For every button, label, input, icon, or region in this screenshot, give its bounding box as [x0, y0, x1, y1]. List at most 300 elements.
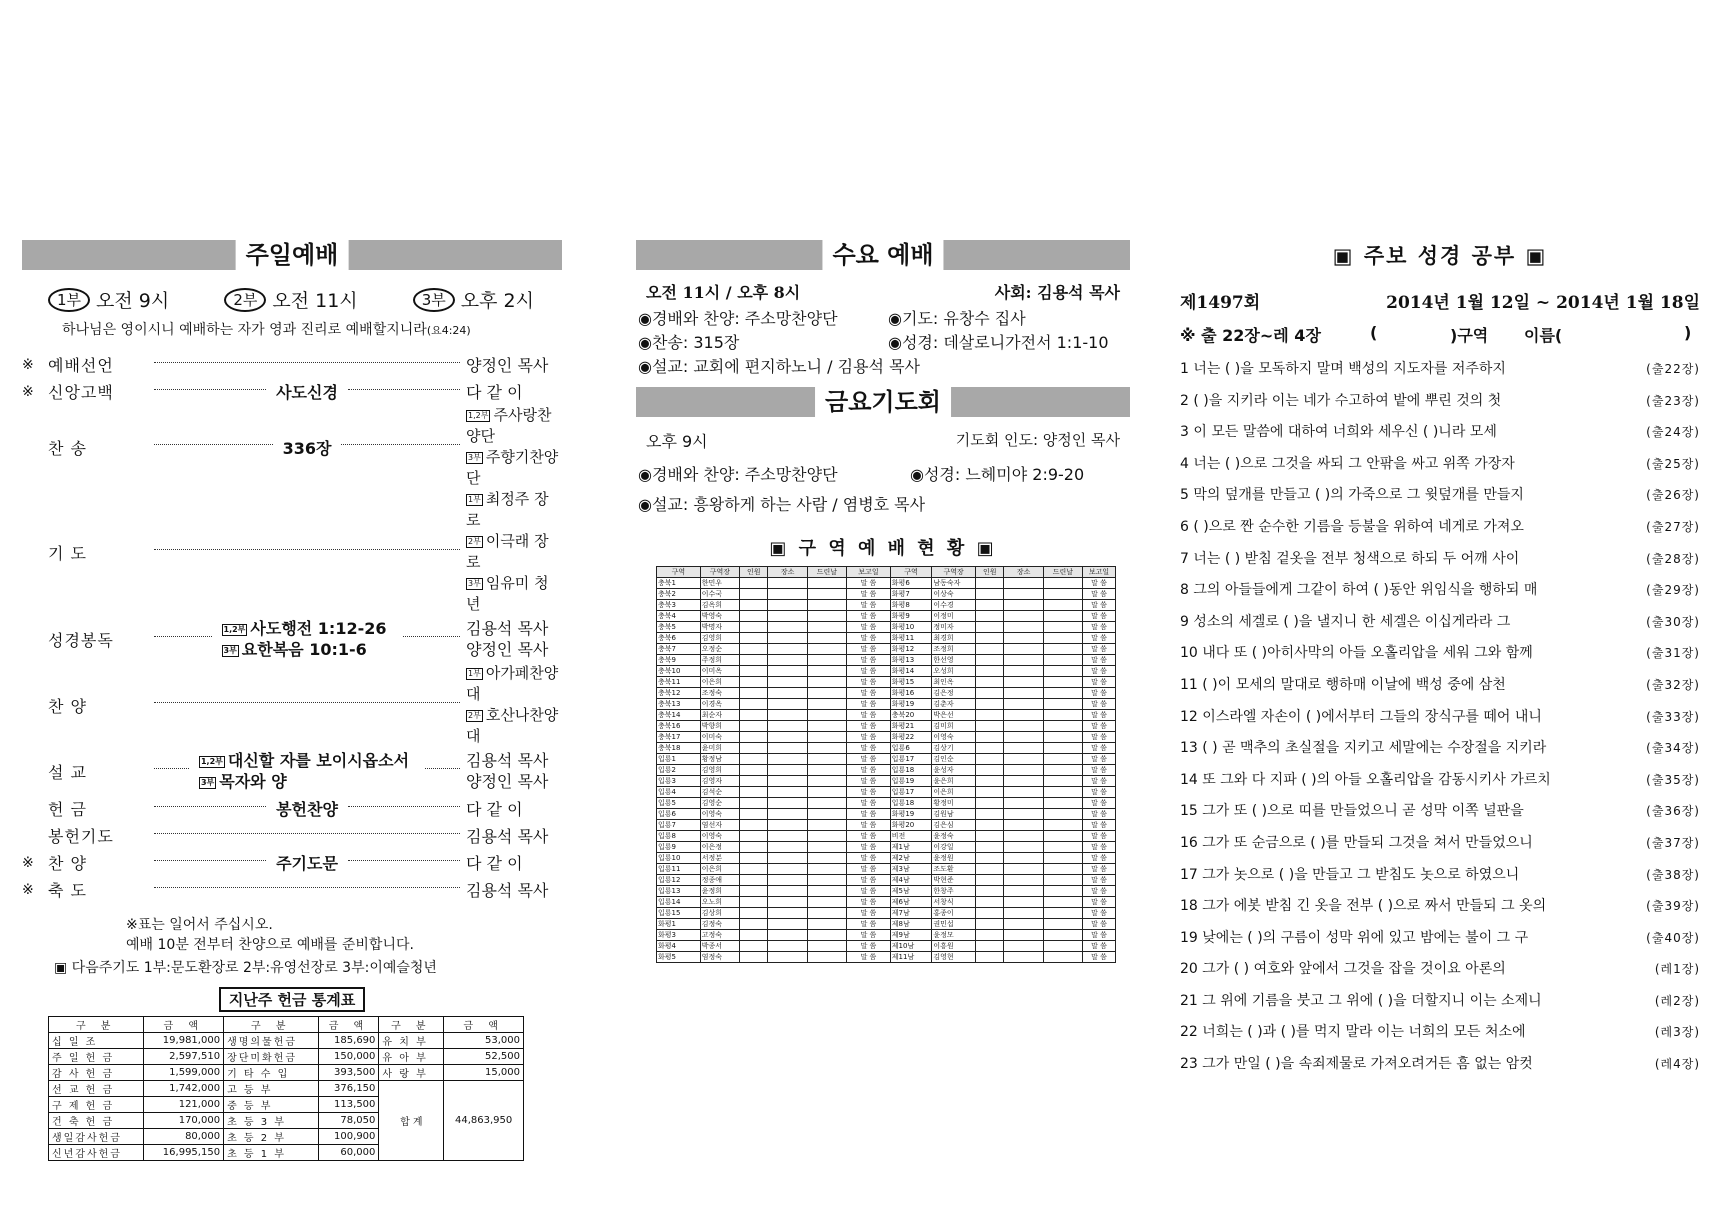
district-date [1043, 721, 1082, 732]
district-leader: 이상숙 [932, 589, 976, 600]
order-right [466, 705, 562, 747]
district-report: 말 씀 [1083, 765, 1116, 776]
district-date [807, 666, 846, 677]
question-ref: (출36장) [1646, 804, 1700, 819]
district-count [976, 930, 1004, 941]
district-count [976, 831, 1004, 842]
order-label: 봉헌기도 [48, 827, 114, 846]
district-report: 말 씀 [1083, 864, 1116, 875]
district-leader: 오노희 [700, 897, 739, 908]
district-date [1043, 765, 1082, 776]
service-tag: 3부 [223, 645, 237, 655]
district-report: 말 씀 [847, 732, 891, 743]
order-right: 양정인 목사 [466, 356, 549, 375]
district-header-row [657, 567, 1116, 578]
district-date [1043, 754, 1082, 765]
district-date [1043, 908, 1082, 919]
order-row [22, 822, 562, 849]
weekday-section [636, 240, 1130, 963]
district-name: 충북10 [657, 666, 701, 677]
district-leader: 홍종이 [932, 908, 976, 919]
district-name: 입룡15 [657, 908, 701, 919]
district-place [1004, 644, 1043, 655]
time-1 [48, 286, 169, 313]
district-name: 화평6 [890, 578, 932, 589]
offering-cell: 생명의물헌금 [224, 1033, 319, 1049]
district-count [976, 952, 1004, 963]
district-name: 화평20 [890, 820, 932, 831]
study-question [1180, 986, 1700, 1018]
district-row [657, 666, 1116, 677]
study-question [1180, 480, 1700, 512]
district-report: 말 씀 [1083, 853, 1116, 864]
district-count [740, 930, 768, 941]
name-blank-close: ) [1684, 323, 1692, 342]
district-name: 입룡14 [657, 897, 701, 908]
district-count [976, 644, 1004, 655]
district-count [740, 655, 768, 666]
offering-cell: 유 아 부 [379, 1049, 444, 1065]
district-report: 말 씀 [847, 853, 891, 864]
district-date [807, 776, 846, 787]
order-row [22, 405, 562, 489]
district-place [1004, 743, 1043, 754]
district-place [1004, 688, 1043, 699]
district-count [740, 853, 768, 864]
district-count [740, 633, 768, 644]
question-ref: (출37장) [1646, 835, 1700, 850]
question-ref: (출38장) [1646, 867, 1700, 882]
district-count [740, 589, 768, 600]
district-date [807, 919, 846, 930]
district-name: 비전 [890, 831, 932, 842]
district-name: 입룡11 [657, 864, 701, 875]
district-place [768, 721, 807, 732]
district-place [768, 809, 807, 820]
district-count [976, 589, 1004, 600]
offering-cell: 유 치 부 [379, 1033, 444, 1049]
district-header: 구역 [657, 567, 701, 578]
question-ref: (출35장) [1646, 772, 1700, 787]
district-date [1043, 578, 1082, 589]
district-date [807, 589, 846, 600]
district-date [1043, 941, 1082, 952]
study-question [1180, 828, 1700, 860]
offering-title [22, 987, 562, 1012]
wednesday-hymn: ◉찬송: 315장 [638, 333, 740, 352]
district-report: 말 씀 [847, 776, 891, 787]
district-place [768, 864, 807, 875]
question-ref: (레3장) [1654, 1025, 1700, 1040]
question-ref: (출25장) [1646, 456, 1700, 471]
district-report: 말 씀 [847, 655, 891, 666]
order-label: 찬 양 [48, 696, 87, 716]
district-leader: 권민섭 [932, 919, 976, 930]
order-label: 축 도 [48, 881, 87, 900]
study-question [1180, 417, 1700, 449]
study-header [1180, 288, 1700, 313]
wednesday-praise: ◉경배와 찬양: 주소망찬양단 [638, 309, 838, 328]
district-report: 말 씀 [1083, 908, 1116, 919]
friday-time-row [636, 429, 1130, 452]
district-date [1043, 919, 1082, 930]
district-count [740, 578, 768, 589]
district-date [807, 699, 846, 710]
district-count [976, 776, 1004, 787]
district-count [740, 952, 768, 963]
district-count [976, 677, 1004, 688]
district-name: 입룡5 [657, 798, 701, 809]
verse-text: 하나님은 영이시니 예배하는 자가 영과 진리로 예배할지니라 [62, 322, 427, 338]
district-name: 제2남 [890, 853, 932, 864]
district-count [740, 765, 768, 776]
service-badge: 2부 [224, 288, 266, 312]
service-tag: 1,2부 [200, 756, 223, 766]
district-row [657, 820, 1116, 831]
district-report: 말 씀 [847, 589, 891, 600]
district-leader: 이은희 [700, 864, 739, 875]
district-place [1004, 941, 1043, 952]
service-tag: 3부 [200, 777, 215, 787]
study-range: ※ 출 22장~레 4장 [1180, 326, 1321, 345]
district-leader: 이미옥 [700, 666, 739, 677]
order-right [466, 405, 562, 447]
district-leader: 김영희 [700, 765, 739, 776]
district-report: 말 씀 [847, 875, 891, 886]
wednesday-time-row [636, 280, 1130, 303]
district-report: 말 씀 [1083, 831, 1116, 842]
district-name: 입룡8 [657, 831, 701, 842]
leader-dots [154, 887, 460, 888]
offering-cell: 장단미화헌금 [224, 1049, 319, 1065]
offering-cell: 1,599,000 [144, 1065, 224, 1081]
district-report: 말 씀 [1083, 787, 1116, 798]
district-report: 말 씀 [847, 820, 891, 831]
district-name: 입룡9 [657, 842, 701, 853]
district-leader: 최경희 [932, 633, 976, 644]
district-report: 말 씀 [1083, 699, 1116, 710]
district-name: 제8남 [890, 919, 932, 930]
order-label: 설 교 [48, 762, 87, 782]
district-leader: 이은희 [932, 787, 976, 798]
district-date [807, 655, 846, 666]
district-report: 말 씀 [847, 743, 891, 754]
district-date [1043, 798, 1082, 809]
district-name: 입룡3 [657, 776, 701, 787]
district-place [1004, 864, 1043, 875]
service-time: 오전 11시 [272, 290, 358, 312]
district-leader: 이영숙 [700, 831, 739, 842]
district-count [976, 666, 1004, 677]
standing-mark: ※ [22, 854, 34, 871]
district-date [1043, 600, 1082, 611]
district-count [740, 798, 768, 809]
leader-dots [154, 860, 266, 861]
service-tag: 3부 [468, 578, 481, 588]
district-row [657, 633, 1116, 644]
leader-dots [154, 362, 460, 363]
district-count [976, 743, 1004, 754]
district-report: 말 씀 [1083, 600, 1116, 611]
district-name: 화평10 [890, 622, 932, 633]
question-ref: (출24장) [1646, 425, 1700, 440]
district-date [807, 578, 846, 589]
offering-row [49, 1065, 524, 1081]
district-header: 드린날 [1043, 567, 1082, 578]
district-place [768, 633, 807, 644]
district-leader: 조정숙 [700, 688, 739, 699]
order-row [22, 489, 562, 615]
district-date [807, 710, 846, 721]
district-name: 입룡13 [657, 886, 701, 897]
study-question [1180, 954, 1700, 986]
district-leader: 윤정희 [700, 886, 739, 897]
district-place [1004, 776, 1043, 787]
district-report: 말 씀 [847, 710, 891, 721]
district-report: 말 씀 [1083, 952, 1116, 963]
district-report: 말 씀 [847, 699, 891, 710]
district-count [976, 842, 1004, 853]
district-leader: 김은정 [932, 688, 976, 699]
district-blank-open: ( [1370, 323, 1378, 342]
district-count [740, 600, 768, 611]
district-row [657, 578, 1116, 589]
district-place [1004, 721, 1043, 732]
order-right: 양정인 목사 [466, 772, 549, 791]
order-label: 헌 금 [48, 800, 87, 819]
district-report: 말 씀 [1083, 875, 1116, 886]
study-dates: 2014년 1월 12일 ~ 2014년 1월 18일 [1386, 293, 1700, 313]
district-leader: 윤미희 [700, 743, 739, 754]
district-date [807, 688, 846, 699]
question-text: 1 너는 ( )을 모독하지 말며 백성의 지도자를 저주하지 [1180, 361, 1506, 377]
order-row [22, 615, 562, 663]
district-report: 말 씀 [1083, 688, 1116, 699]
district-row [657, 589, 1116, 600]
order-row [22, 663, 562, 747]
question-ref: (출27장) [1646, 519, 1700, 534]
service-tag: 1부 [468, 668, 481, 678]
district-report: 말 씀 [1083, 655, 1116, 666]
district-report: 말 씀 [1083, 809, 1116, 820]
district-leader: 김상희 [700, 908, 739, 919]
district-place [1004, 589, 1043, 600]
district-date [1043, 677, 1082, 688]
order-label: 성경봉독 [48, 630, 114, 650]
offering-table [48, 1016, 524, 1161]
district-report: 말 씀 [1083, 886, 1116, 897]
district-header: 구역 [890, 567, 932, 578]
district-name: 충북6 [657, 633, 701, 644]
district-report: 말 씀 [1083, 578, 1116, 589]
question-text: 11 ( )이 모세의 말대로 행하매 이날에 백성 중에 삼천 [1180, 676, 1506, 693]
study-question [1180, 386, 1700, 418]
district-leader: 염선자 [700, 820, 739, 831]
district-report: 말 씀 [1083, 611, 1116, 622]
offering-cell: 구 제 헌 금 [49, 1097, 144, 1113]
order-right-list [466, 663, 562, 747]
sunday-worship-section [22, 240, 562, 1161]
district-name: 충북16 [657, 721, 701, 732]
order-right: 다 같 이 [466, 383, 523, 402]
district-date [807, 842, 846, 853]
district-count [740, 688, 768, 699]
district-date [1043, 655, 1082, 666]
district-leader: 고정숙 [700, 930, 739, 941]
order-right: 김용석 목사 [466, 619, 549, 638]
district-place [1004, 930, 1043, 941]
district-leader: 박은선 [932, 710, 976, 721]
district-name: 입룡19 [890, 776, 932, 787]
district-report: 말 씀 [847, 842, 891, 853]
district-name: 입룡1 [657, 754, 701, 765]
offering-cell: 80,000 [144, 1129, 224, 1145]
district-count [976, 809, 1004, 820]
district-name: 화평13 [890, 655, 932, 666]
district-row [657, 765, 1116, 776]
district-place [768, 875, 807, 886]
offering-cell: 2,597,510 [144, 1049, 224, 1065]
district-leader: 박영숙 [700, 611, 739, 622]
study-question [1180, 1049, 1700, 1081]
district-place [1004, 622, 1043, 633]
offering-cell: 170,000 [144, 1113, 224, 1129]
district-name: 화평5 [657, 952, 701, 963]
district-place [1004, 765, 1043, 776]
district-row [657, 611, 1116, 622]
district-place [1004, 699, 1043, 710]
district-name: 화평12 [890, 644, 932, 655]
district-count [976, 820, 1004, 831]
district-count [976, 798, 1004, 809]
leader-dots [154, 806, 266, 807]
study-question [1180, 796, 1700, 828]
offering-header: 금 액 [144, 1017, 224, 1033]
wednesday-sermon: ◉설교: 교회에 편지하노니 / 김용석 목사 [638, 357, 921, 376]
district-name: 입룡4 [657, 787, 701, 798]
leader-dots [154, 636, 212, 637]
district-report: 말 씀 [1083, 732, 1116, 743]
district-count [740, 820, 768, 831]
district-count [740, 908, 768, 919]
district-leader: 윤은희 [932, 776, 976, 787]
offering-cell: 44,863,950 [444, 1081, 524, 1161]
bible-study-section [1180, 240, 1700, 1081]
service-badge: 1부 [48, 288, 90, 312]
district-date [807, 875, 846, 886]
order-middle-list [195, 750, 413, 792]
district-count [976, 787, 1004, 798]
question-ref: (출22장) [1646, 362, 1700, 376]
district-count [976, 633, 1004, 644]
friday-line-2 [636, 490, 1130, 520]
district-count [976, 600, 1004, 611]
district-date [1043, 666, 1082, 677]
district-count [976, 655, 1004, 666]
district-date [807, 611, 846, 622]
district-name: 화평14 [890, 666, 932, 677]
district-place [768, 897, 807, 908]
district-place [768, 787, 807, 798]
district-report: 말 씀 [847, 677, 891, 688]
district-leader: 조도환 [932, 864, 976, 875]
district-place [1004, 710, 1043, 721]
offering-cell: 선 교 헌 금 [49, 1081, 144, 1097]
offering-cell: 신년감사헌금 [49, 1145, 144, 1161]
district-report: 말 씀 [847, 864, 891, 875]
district-name: 충북17 [657, 732, 701, 743]
offering-body [49, 1033, 524, 1161]
district-place [768, 952, 807, 963]
district-leader: 황정남 [700, 754, 739, 765]
district-name: 충북2 [657, 589, 701, 600]
district-name: 화평16 [890, 688, 932, 699]
question-text: 6 ( )으로 짠 순수한 기름을 등불을 위하여 네게로 가져오 [1180, 518, 1524, 535]
question-text: 13 ( ) 곧 맥추의 초실절을 지키고 세말에는 수장절을 지키라 [1180, 740, 1547, 757]
study-question [1180, 638, 1700, 670]
offering-cell: 감 사 헌 금 [49, 1065, 144, 1081]
note-standing: ※표는 일어서 주십시오. [126, 917, 273, 933]
question-text: 4 너는 ( )으로 그것을 싸되 그 안팎을 싸고 위쪽 가장자 [1180, 455, 1515, 472]
order-row [22, 876, 562, 903]
district-report: 말 씀 [1083, 710, 1116, 721]
district-name: 제3남 [890, 864, 932, 875]
district-name: 충북1 [657, 578, 701, 589]
offering-cell: 15,000 [444, 1065, 524, 1081]
district-table [656, 566, 1116, 963]
district-date [1043, 732, 1082, 743]
offering-cell: 19,981,000 [144, 1033, 224, 1049]
district-leader: 정종애 [700, 875, 739, 886]
time-2 [224, 286, 357, 313]
district-place [768, 765, 807, 776]
district-report: 말 씀 [1083, 776, 1116, 787]
district-leader: 김인순 [932, 754, 976, 765]
order-row [22, 849, 562, 876]
leader-dots [154, 549, 460, 550]
service-tag: 2부 [468, 710, 481, 720]
friday-praise: ◉경배와 찬양: 주소망찬양단 [638, 465, 838, 484]
study-question [1180, 512, 1700, 544]
district-count [740, 710, 768, 721]
district-count [740, 897, 768, 908]
study-question [1180, 733, 1700, 765]
district-leader: 김원남 [932, 809, 976, 820]
order-right [466, 531, 562, 573]
offering-cell: 주 일 헌 금 [49, 1049, 144, 1065]
district-row [657, 677, 1116, 688]
district-row [657, 655, 1116, 666]
order-label: 찬 양 [48, 854, 87, 873]
study-questions [1180, 354, 1700, 1081]
friday-line-1 [636, 460, 1130, 490]
wednesday-line-3 [636, 355, 1130, 379]
friday-scripture: ◉성경: 느헤미야 2:9-20 [910, 465, 1085, 484]
district-count [740, 776, 768, 787]
question-ref: (레4장) [1654, 1057, 1700, 1072]
district-date [1043, 886, 1082, 897]
district-row [657, 952, 1116, 963]
district-leader: 이영숙 [700, 809, 739, 820]
district-report: 말 씀 [1083, 633, 1116, 644]
sunday-title: 주일예배 [236, 236, 349, 274]
order-right-text: 주향기찬양단 [466, 448, 559, 487]
district-header: 장소 [768, 567, 807, 578]
district-date [807, 908, 846, 919]
wednesday-line-2 [636, 331, 1130, 355]
district-report: 말 씀 [847, 644, 891, 655]
district-row [657, 941, 1116, 952]
